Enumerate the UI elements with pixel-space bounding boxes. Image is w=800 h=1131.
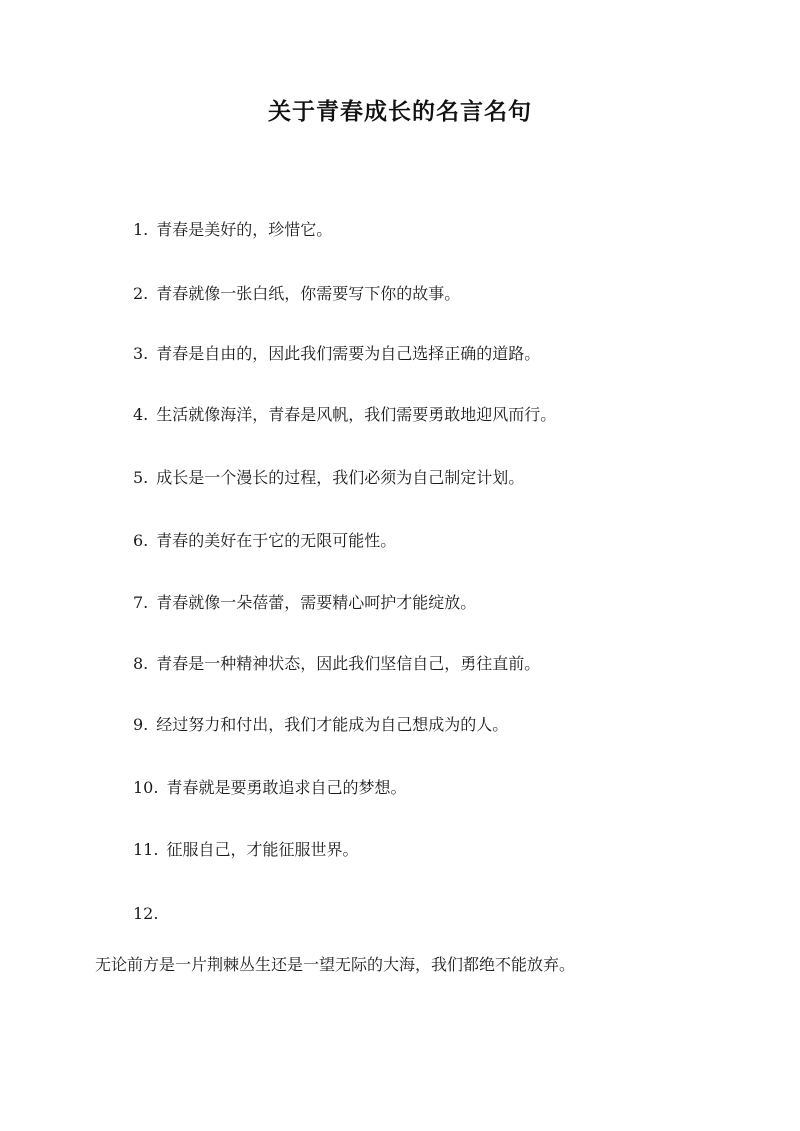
item-number: 4. [133, 405, 149, 424]
list-item [133, 218, 753, 242]
item-number: 9. [133, 715, 149, 734]
list-item [133, 652, 753, 676]
list-item [133, 591, 753, 615]
item-number: 10. [133, 778, 159, 797]
list-item [133, 282, 753, 306]
item-number: 8. [133, 654, 149, 673]
item-text: 生活就像海洋，青春是风帆，我们需要勇敢地迎风而行。 [156, 405, 557, 424]
item-text: 征服自己，才能征服世界。 [166, 840, 359, 859]
item-number: 3. [133, 344, 149, 363]
item-text: 成长是一个漫长的过程，我们必须为自己制定计划。 [156, 468, 525, 487]
item-text: 青春是一种精神状态，因此我们坚信自己，勇往直前。 [156, 654, 541, 673]
item-number: 7. [133, 593, 149, 612]
item-number: 1. [133, 220, 149, 239]
item-number: 2. [133, 284, 149, 303]
list-item [133, 466, 753, 490]
item-text: 经过努力和付出，我们才能成为自己想成为的人。 [156, 715, 509, 734]
list-item [133, 776, 753, 800]
list-item [133, 403, 753, 427]
list-item [133, 713, 753, 737]
item-number: 5. [133, 468, 149, 487]
list-item [133, 342, 753, 366]
page-title: 关于青春成长的名言名句 [268, 98, 532, 125]
item-text: 青春就是要勇敢追求自己的梦想。 [166, 778, 407, 797]
item-text: 青春的美好在于它的无限可能性。 [156, 531, 397, 550]
item-text: 青春是美好的，珍惜它。 [156, 220, 333, 239]
item-text: 青春是自由的，因此我们需要为自己选择正确的道路。 [156, 344, 541, 363]
list-item [133, 838, 753, 862]
list-item [133, 902, 753, 926]
item-continuation-text: 无论前方是一片荆棘丛生还是一望无际的大海，我们都绝不能放弃。 [95, 955, 576, 974]
item-number: 6. [133, 531, 149, 550]
item-number: 11. [133, 840, 159, 859]
item-text: 青春就像一朵蓓蕾，需要精心呵护才能绽放。 [156, 593, 477, 612]
item-text: 青春就像一张白纸，你需要写下你的故事。 [156, 284, 461, 303]
list-item [133, 529, 753, 553]
item-number: 12. [133, 904, 159, 923]
